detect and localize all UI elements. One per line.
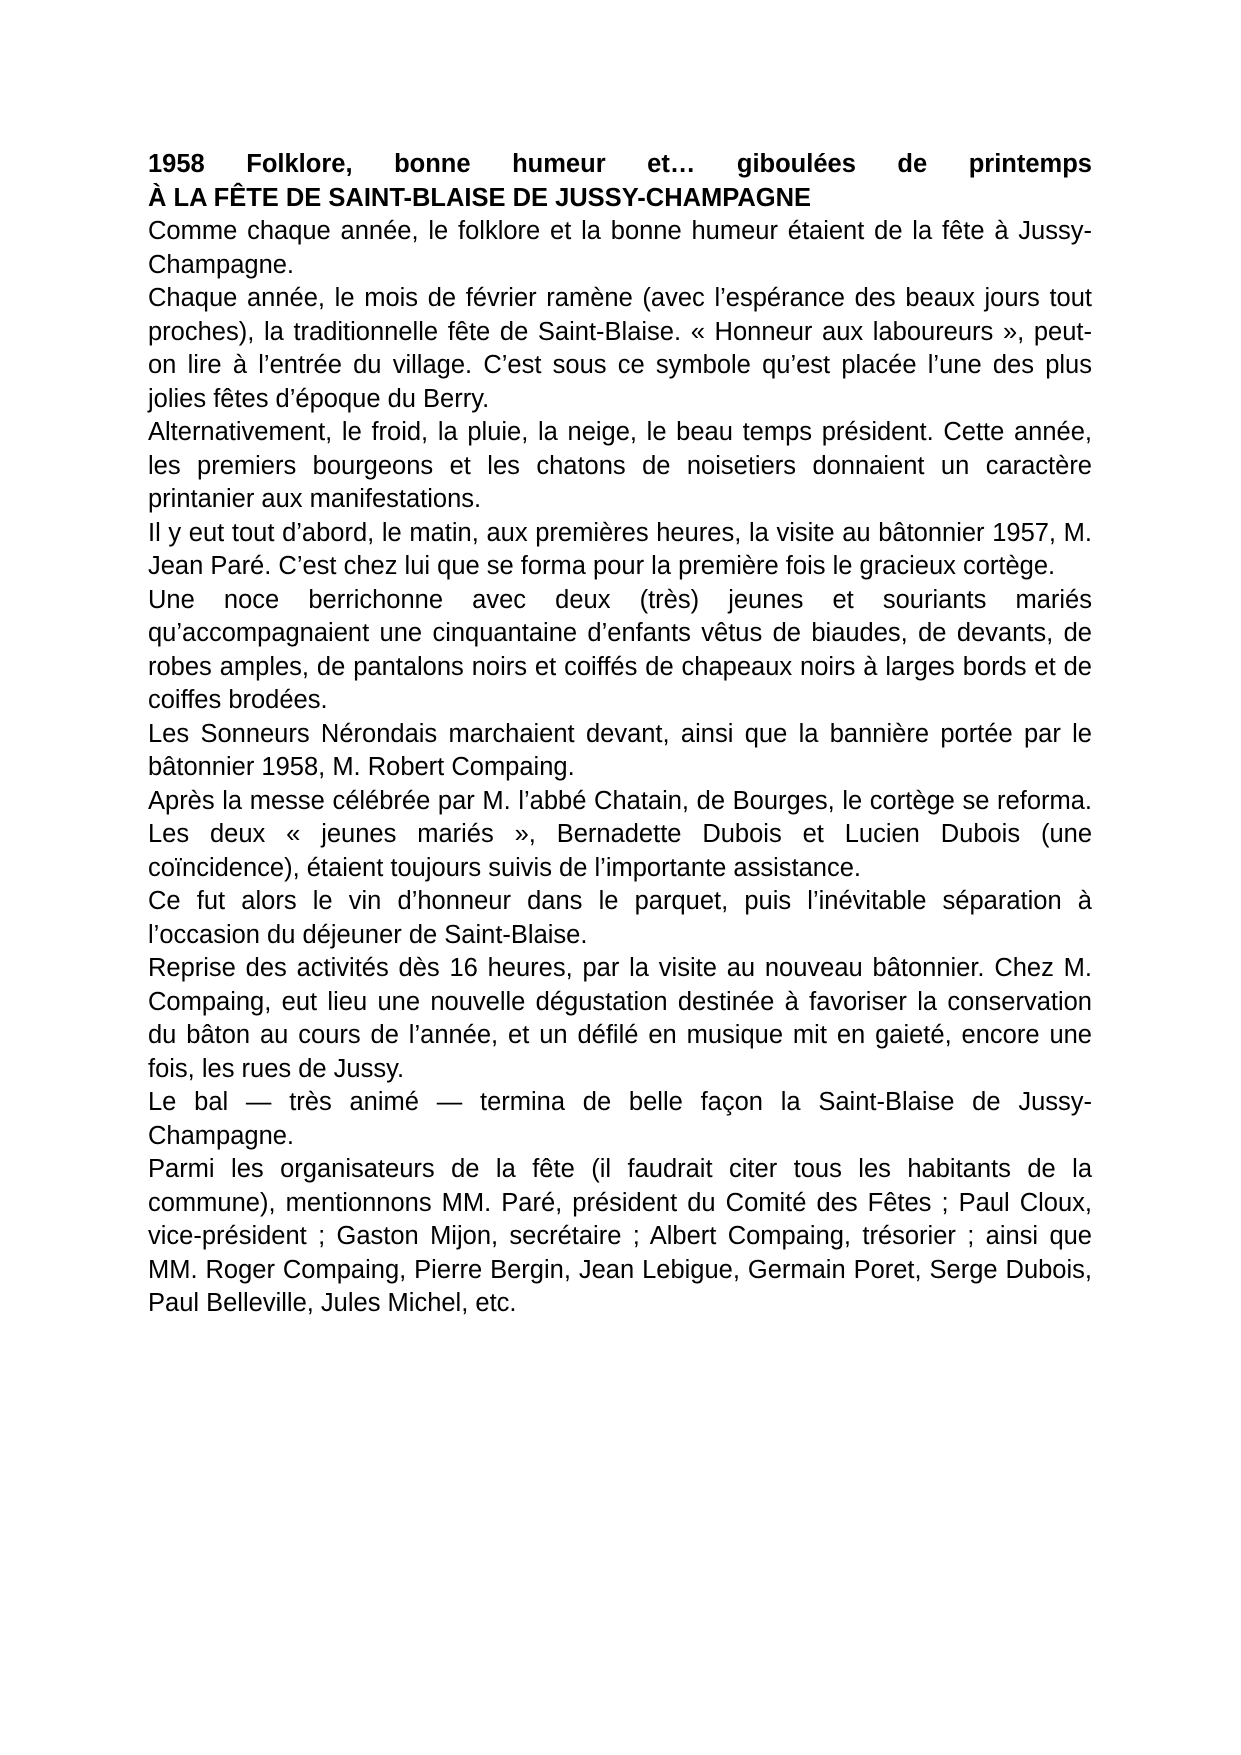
paragraph: Alternativement, le froid, la pluie, la neige, le beau temps président. Cette année, les premiers bourgeons et les chatons de noisetiers donnaient un caractère printanier aux manifestations. (148, 418, 1092, 513)
paragraph: Les Sonneurs Nérondais marchaient devant, ainsi que la bannière portée par le bâtonnier 1958, M. Robert Compaing. (148, 719, 1092, 781)
document-page (148, 148, 1092, 1321)
paragraph: Reprise des activités dès 16 heures, par la visite au nouveau bâtonnier. Chez M. Compaing, eut lieu une nouvelle dégustation destinée à favoriser la conservation du bâton au cours de l’année, et un défilé en musique mit en gaieté, encore une fois, les rues de Jussy. (148, 954, 1092, 1083)
paragraph: Ce fut alors le vin d’honneur dans le parquet, puis l’inévitable séparation à l’occasion du déjeuner de Saint-Blaise. (148, 887, 1092, 949)
article-title (148, 148, 1092, 215)
article-title-line-1: 1958 Folklore, bonne humeur et… giboulées de printemps (148, 150, 1092, 178)
paragraph: Après la messe célébrée par M. l’abbé Chatain, de Bourges, le cortège se reforma. Les deux « jeunes mariés », Bernadette Dubois et Lucien Dubois (une coïncidence), étaient toujours suivis de l’importante assistance. (148, 786, 1092, 882)
paragraph: Comme chaque année, le folklore et la bonne humeur étaient de la fête à Jussy-Champagne. (148, 217, 1092, 279)
article-title-line-2: À LA FÊTE DE SAINT-BLAISE DE JUSSY-CHAMPAGNE (148, 183, 812, 212)
paragraph: Une noce berrichonne avec deux (très) jeunes et souriants mariés qu’accompagnaient une cinquantaine d’enfants vêtus de biaudes, de devants, de robes amples, de pantalons noirs et coiffés de chapeaux noirs à larges bords et de coiffes brodées. (148, 585, 1092, 714)
paragraph: Parmi les organisateurs de la fête (il faudrait citer tous les habitants de la commune), mentionnons MM. Paré, président du Comité des Fêtes ; Paul Cloux, vice-président ; Gaston Mijon, secrétaire ; Albert Compaing, trésorier ; ainsi que MM. Roger Compaing, Pierre Bergin, Jean Lebigue, Germain Poret, Serge Dubois, Paul Belleville, Jules Michel, etc. (148, 1155, 1092, 1317)
paragraph: Le bal — très animé — termina de belle façon la Saint-Blaise de Jussy-Champagne. (148, 1088, 1092, 1150)
paragraph: Il y eut tout d’abord, le matin, aux premières heures, la visite au bâtonnier 1957, M. Jean Paré. C’est chez lui que se forma pour la première fois le gracieux cortège. (148, 518, 1092, 580)
paragraph: Chaque année, le mois de février ramène (avec l’espérance des beaux jours tout proches), la traditionnelle fête de Saint-Blaise. « Honneur aux laboureurs », peut-on lire à l’entrée du village. C’est sous ce symbole qu’est placée l’une des plus jolies fêtes d’époque du Berry. (148, 284, 1092, 413)
